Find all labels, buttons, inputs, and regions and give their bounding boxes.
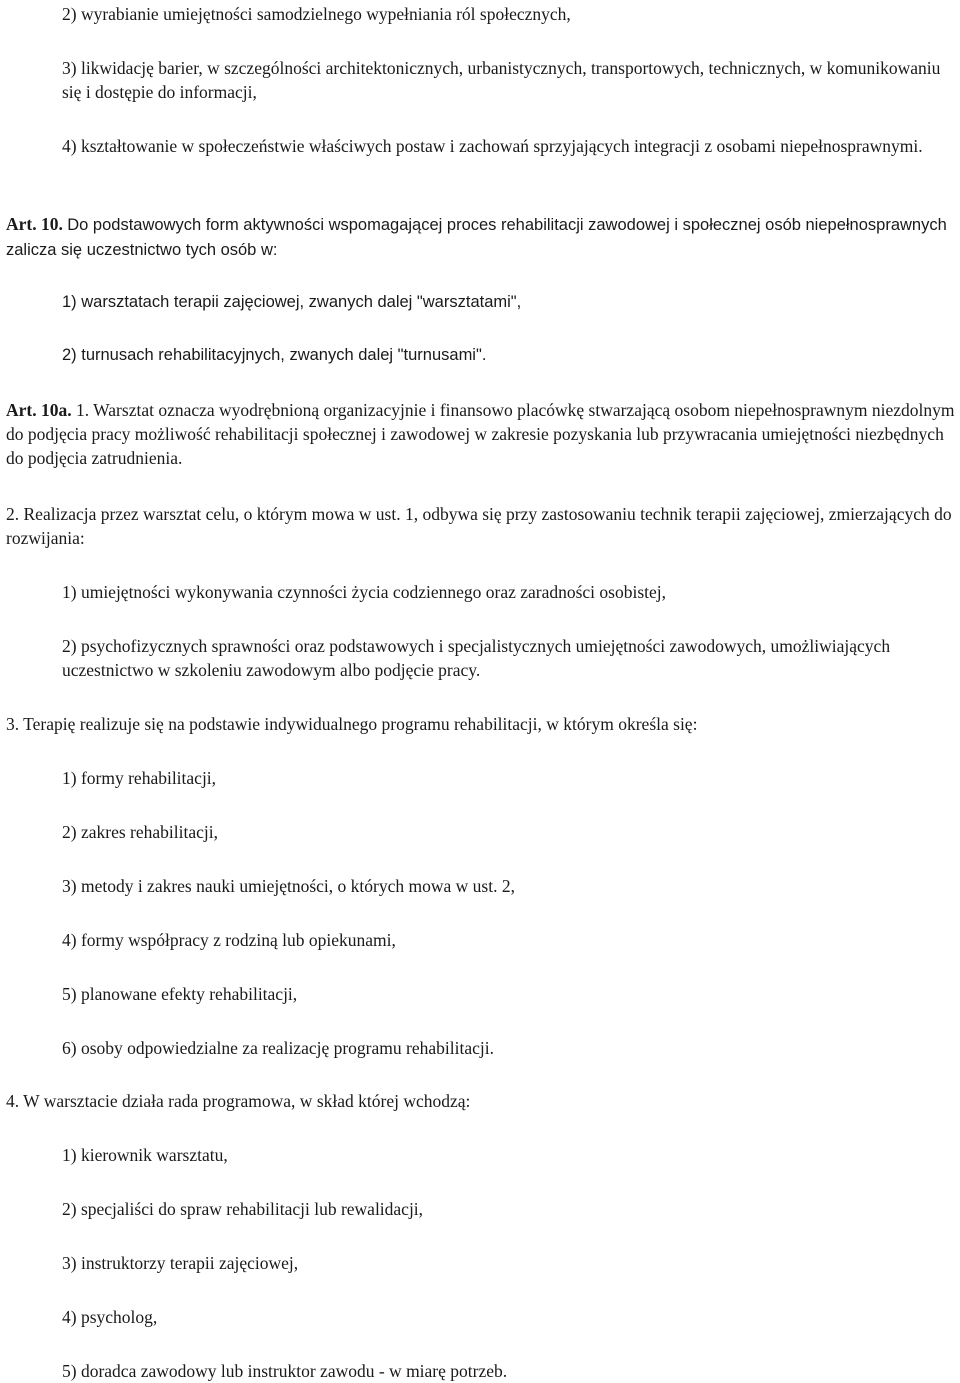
list-item: 4) psycholog, [62, 1307, 158, 1327]
list-item: 6) osoby odpowiedzialne za realizację programu rehabilitacji. [62, 1038, 494, 1058]
paragraph: 2. Realizacja przez warsztat celu, o którym mowa w ust. 1, odbywa się przy zastosowaniu technik terapii zajęciowej, zmierzających do rozwijania: [6, 504, 952, 548]
list-item: 2) wyrabianie umiejętności samodzielnego wypełniania ról społecznych, [62, 4, 571, 24]
article-paragraph [6, 212, 956, 262]
list-item: 3) metody i zakres nauki umiejętności, o których mowa w ust. 2, [62, 876, 515, 896]
list-item: 1) umiejętności wykonywania czynności życia codziennego oraz zaradności osobistej, [62, 582, 667, 602]
list-item: 2) zakres rehabilitacji, [62, 822, 218, 842]
list-item: 5) doradca zawodowy lub instruktor zawodu - w miarę potrzeb. [62, 1361, 508, 1381]
list-item: 2) specjaliści do spraw rehabilitacji lub rewalidacji, [62, 1199, 424, 1219]
paragraph: 4. W warsztacie działa rada programowa, w skład której wchodzą: [6, 1091, 471, 1111]
list-item: 4) kształtowanie w społeczeństwie właściwych postaw i zachowań sprzyjających integracji z osobami niepełnosprawnymi. [62, 136, 923, 156]
list-item: 5) planowane efekty rehabilitacji, [62, 984, 298, 1004]
list-item: 1) formy rehabilitacji, [62, 768, 217, 788]
list-item: 3) instruktorzy terapii zajęciowej, [62, 1253, 299, 1273]
paragraph: 3. Terapię realizuje się na podstawie indywidualnego programu rehabilitacji, w którym określa się: [6, 714, 698, 734]
list-item: 1) warsztatach terapii zajęciowej, zwanych dalej "warsztatami", [62, 293, 522, 311]
article-text: 1. Warsztat oznacza wyodrębnioną organizacyjnie i finansowo placówkę stwarzającą osobom niepełnosprawnym niezdolnym do podjęcia pracy możliwość rehabilitacji społecznej i zawodowej w zakresie pozyskania lub przywracania umiejętności niezbędnych do podjęcia zatrudnienia. [6, 400, 955, 468]
list-item: 2) turnusach rehabilitacyjnych, zwanych dalej "turnusami". [62, 346, 487, 364]
article-paragraph [6, 398, 956, 470]
list-item: 2) psychofizycznych sprawności oraz podstawowych i specjalistycznych umiejętności zawodowych, umożliwiających uczestnictwo w szkoleniu zawodowym albo podjęcie pracy. [62, 636, 891, 680]
list-item: 3) likwidację barier, w szczególności architektonicznych, urbanistycznych, transportowych, technicznych, w komunikowaniu się i dostępie do informacji, [62, 58, 941, 102]
list-item: 1) kierownik warsztatu, [62, 1145, 228, 1165]
list-item: 4) formy współpracy z rodziną lub opiekunami, [62, 930, 396, 950]
article-label: Art. 10. [6, 214, 63, 234]
article-text: Do podstawowych form aktywności wspomagającej proces rehabilitacji zawodowej i społecznej osób niepełnosprawnych zalicza się uczestnictwo tych osób w: [6, 216, 947, 259]
article-label: Art. 10a. [6, 400, 72, 420]
